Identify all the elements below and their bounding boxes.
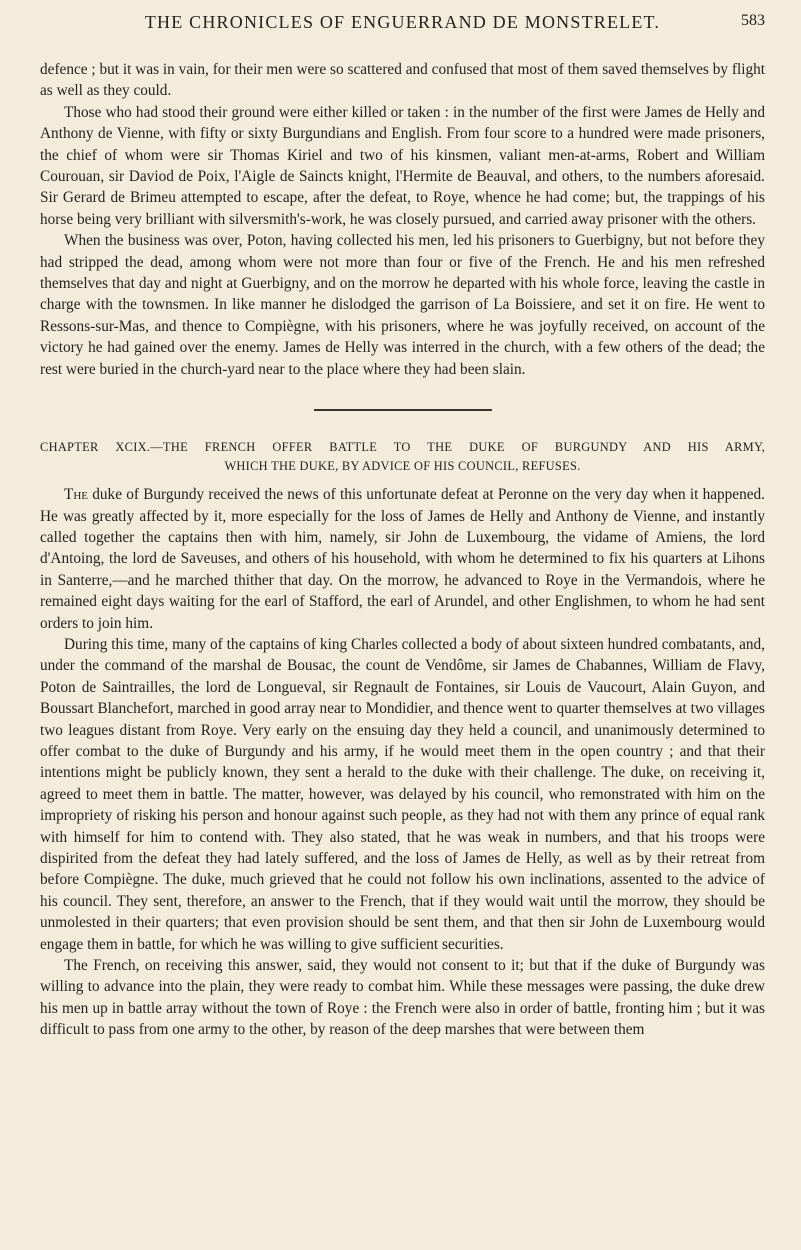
paragraph: Those who had stood their ground were either killed or taken : in the number of the first were James de Helly and Anthony de Vienne, with fifty or sixty Burgundians and English. From four score to a hundred were made prisoners, the chief of whom were sir Thomas Kiriel and two of his kinsmen, valiant men-at-arms, Robert and William Courouan, sir Daviod de Poix, l'Aigle de Saincts knight, l'Hermite de Beauval, and others, to the numbers aforesaid. Sir Gerard de Brimeu attempted to escape, after the defeat, to Roye, whence he had come; but, the trappings of his horse being very brilliant with silversmith's-work, he was closely pursued, and carried away prisoner with the others.: [40, 103, 765, 228]
paragraph: During this time, many of the captains of king Charles collected a body of about sixteen hundred combatants, and, under the command of the marshal de Bousac, the count de Vendôme, sir James de Chabannes, William de Flavy, Poton de Saintrailles, the lord de Longueval, sir Regnault de Fontaines, sir Louis de Vaucourt, Alain Guyon, and Boussart Blanchefort, marched in good array near to Mondidier, and thence went to quarter themselves at two villages two leagues distant from Roye. Very early on the ensuing day they held a council, and unanimously determined to offer combat to the duke of Burgundy and his army, if he would meet them in the open country ; and that their intentions might be publicly known, they sent a herald to the duke with their challenge. The duke, on receiving it, agreed to meet them in battle. The matter, however, was delayed by his council, who remonstrated with him on the impropriety of risking his person and honour against such people, as they had not with them any prince of equal rank with himself for him to contend with. They also stated, that he was weak in numbers, and that his troops were dispirited from the defeat they had lately suffered, and the loss of James de Helly, as well as by their retreat from before Compiègne. The duke, much grieved that he could not follow his own inclinations, assented to the advice of his council. They sent, therefore, an answer to the French, that if they would wait until the morrow, they should be unmolested in their quarters; that even provision should be sent them, and that then sir John de Luxembourg would engage them in battle, for which he was willing to give sufficient securities.: [40, 635, 765, 953]
page-number: 583: [741, 12, 765, 29]
chapter-heading: [40, 438, 765, 476]
lead-word: The: [64, 486, 89, 504]
paragraph: [40, 484, 765, 634]
paragraph-text: duke of Burgundy received the news of this unfortunate defeat at Peronne on the very day when it happened. He was greatly affected by it, more especially for the loss of James de Helly and Anthony de Vienne, and instantly called together the captains then with him, namely, sir John de Luxembourg, the vidame of Amiens, the lord d'Antoing, the lord de Saveuses, and others of his household, with whom he determined to fix his quarters at Lihons in Santerre,—and he marched thither that day. On the morrow, he advanced to Roye in the Vermandois, where he remained eight days waiting for the earl of Stafford, the earl of Arundel, and other Englishmen, to whom he had sent orders to join him.: [40, 486, 765, 632]
chapter-text: [40, 484, 765, 1041]
paragraph: The French, on receiving this answer, said, they would not consent to it; but that if the duke of Burgundy was willing to advance into the plain, they were ready to combat him. While these messages were passing, the duke drew his men up in battle array without the town of Roye : the French were also in order of battle, fronting him ; but it was difficult to pass from one army to the other, by reason of the deep marshes that were between them: [40, 957, 765, 1039]
section-text: [40, 59, 765, 380]
paragraph: When the business was over, Poton, having collected his men, led his prisoners to Guerbigny, but not before they had stripped the dead, among whom were not more than four or five of the French. He and his men refreshed themselves that day and night at Guerbigny, and on the morrow he departed with his whole force, leaving the castle in charge with the townsmen. In like manner he dislodged the garrison of La Boissiere, and set it on fire. He went to Ressons-sur-Mas, and thence to Compiègne, with his prisoners, where he was joyfully received, on account of the victory he had gained over the enemy. James de Helly was interred in the church, with a few others of the dead; the rest were buried in the church-yard near to the place where they had been slain.: [40, 232, 765, 378]
paragraph: defence ; but it was in vain, for their men were so scattered and confused that most of them saved themselves by flight as well as they could.: [40, 61, 765, 100]
chapter-heading-line-2: WHICH THE DUKE, BY ADVICE OF HIS COUNCIL, REFUSES.: [224, 459, 581, 474]
running-header: [40, 12, 765, 42]
section-divider: [314, 409, 492, 411]
chapter-heading-line-1: CHAPTER XCIX.—THE FRENCH OFFER BATTLE TO THE DUKE OF BURGUNDY AND HIS ARMY,: [40, 440, 765, 455]
running-title: THE CHRONICLES OF ENGUERRAND DE MONSTRELET.: [144, 12, 661, 32]
